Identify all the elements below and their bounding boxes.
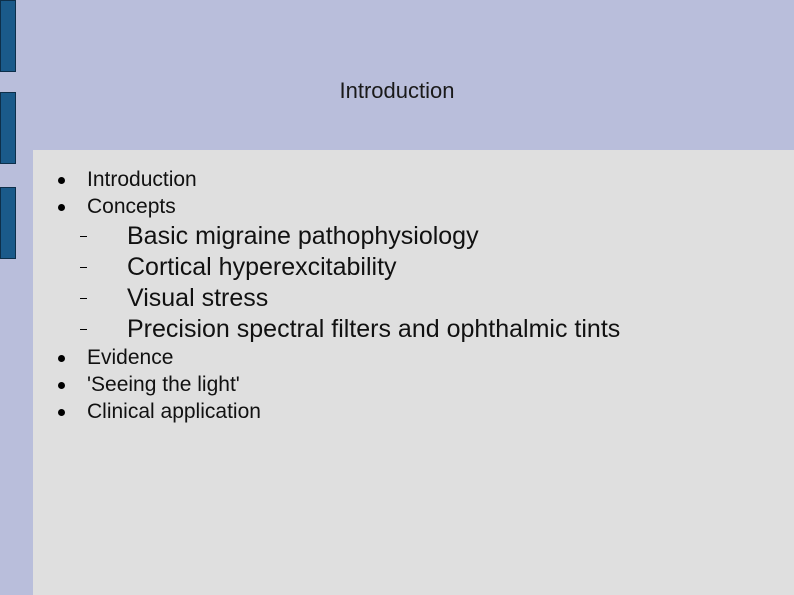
dash-icon: [80, 267, 87, 268]
bullet-label: Concepts: [87, 195, 176, 218]
sub-bullet-item: [80, 315, 620, 344]
dash-icon: [80, 298, 87, 299]
bullet-label: 'Seeing the light': [87, 373, 240, 396]
bullet-dot-icon: [58, 177, 65, 184]
bullet-label: Clinical application: [87, 400, 261, 423]
dash-icon: [80, 236, 87, 237]
bullet-item: [58, 168, 197, 192]
sub-bullet-label: Basic migraine pathophysiology: [127, 222, 479, 250]
bullet-dot-icon: [58, 204, 65, 211]
bullet-dot-icon: [58, 409, 65, 416]
bullet-item: [58, 195, 176, 219]
slide-title: Introduction: [339, 78, 455, 103]
bullet-label: Evidence: [87, 346, 174, 369]
accent-bar-bottom: [0, 187, 16, 259]
sub-bullet-label: Cortical hyperexcitability: [127, 253, 397, 281]
dash-icon: [80, 329, 87, 330]
sub-bullet-item: [80, 284, 268, 313]
bullet-item: [58, 400, 261, 424]
bullet-item: [58, 346, 173, 370]
bullet-label: Introduction: [87, 168, 197, 191]
content-area: [33, 150, 794, 595]
sub-bullet-label: Precision spectral filters and ophthalmic tints: [127, 315, 621, 343]
bullet-dot-icon: [58, 355, 65, 362]
sub-bullet-item: [80, 222, 479, 251]
sub-bullet-item: [80, 253, 397, 282]
sub-bullet-label: Visual stress: [127, 284, 269, 312]
accent-bar-top: [0, 0, 16, 72]
bullet-item: [58, 373, 240, 397]
bullet-dot-icon: [58, 382, 65, 389]
